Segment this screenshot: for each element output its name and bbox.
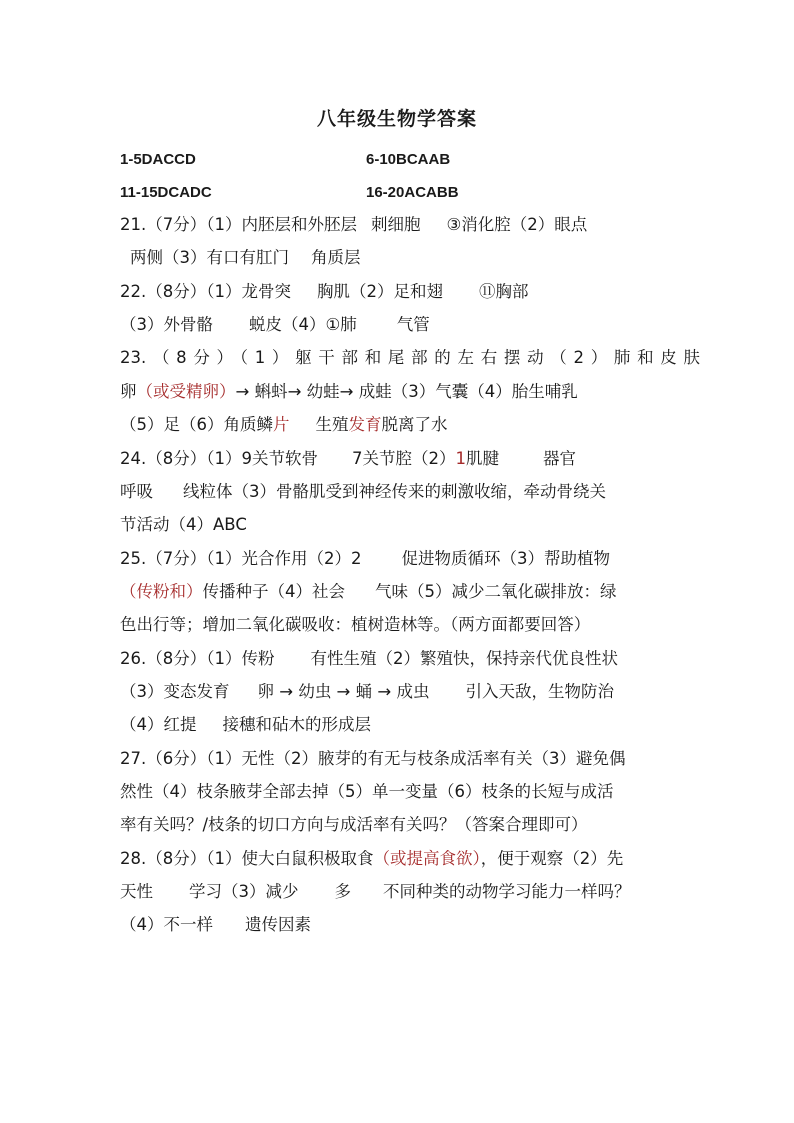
q26-line-1 <box>120 647 700 671</box>
q24-line-1 <box>120 447 700 471</box>
q23-correction: 发育 <box>348 415 382 434</box>
q27-text: 率有关吗？/枝条的切口方向与成活率有关吗？（答案合理即可） <box>120 815 588 834</box>
q24-text: 肌腱 <box>465 449 499 468</box>
q28-text: 学习（3）减少 <box>189 882 299 901</box>
q25-line-1 <box>120 547 700 571</box>
q25-text: 25.（7分）（1）光合作用（2）2 <box>120 549 362 568</box>
q28-line-3 <box>120 913 700 937</box>
q26-text: 26.（8分）（1）传粉 <box>120 649 275 668</box>
q23-correction: 片 <box>273 415 290 434</box>
q27-line-3 <box>120 813 700 837</box>
q28-line-1 <box>120 847 700 871</box>
q26-text: 接穗和砧木的形成层 <box>222 715 371 734</box>
q27-line-2 <box>120 780 700 804</box>
q26-text: （4）红提 <box>120 715 197 734</box>
q22-line-1 <box>120 280 700 304</box>
q25-text: 传播种子（4）社会 <box>202 582 345 601</box>
q21-text: 刺细胞 <box>371 215 421 234</box>
page-title: 八年级生物学答案 <box>316 108 477 130</box>
q23-correction: （或受精卵） <box>136 382 236 401</box>
mc-answers-16-20: 16-20ACABB <box>366 184 459 201</box>
q24-text: 线粒体（3）骨骼肌受到神经传来的刺激收缩，牵动骨绕关 <box>183 482 606 501</box>
q26-text: 有性生殖（2）繁殖快，保持亲代优良性状 <box>310 649 618 668</box>
q24-text: 节活动（4）ABC <box>120 515 247 534</box>
mc-answers-1-5: 1-5DACCD <box>120 151 196 168</box>
q24-correction: 1 <box>455 449 466 468</box>
q28-text: 天性 <box>120 882 153 901</box>
q23-line-2 <box>120 380 700 404</box>
q22-text: ⑪胸部 <box>479 282 529 301</box>
q26-line-2 <box>120 680 700 704</box>
mc-answers-11-15: 11-15DCADC <box>120 184 212 201</box>
q23-text: （5）足（6）角质鳞 <box>120 415 273 434</box>
q21-text: 21.（7分）（1）内胚层和外胚层 <box>120 215 357 234</box>
q21-line-2 <box>130 246 710 270</box>
q23-text: 脱离了水 <box>381 415 448 434</box>
mc-answers-6-10: 6-10BCAAB <box>366 151 451 168</box>
q25-line-3 <box>120 613 700 637</box>
q28-text: ，便于观察（2）先 <box>480 849 624 868</box>
q28-text: 28.（8分）（1）使大白鼠积极取食 <box>120 849 374 868</box>
q28-correction: （或提高食欲） <box>373 849 481 868</box>
q26-text: 卵 → 幼虫 → 蛹 → 成虫 <box>257 682 430 701</box>
q26-text: 引入天敌，生物防治 <box>465 682 614 701</box>
q23-text: 23.（8分）（1）躯干部和尾部的左右摆动（2）肺和皮肤 <box>120 348 700 367</box>
q25-text: 促进物质循环（3）帮助植物 <box>401 549 610 568</box>
q21-line-1 <box>120 213 700 237</box>
q22-text: 蜕皮（4）①肺 <box>249 315 357 334</box>
q23-line-3 <box>120 413 700 437</box>
q28-text: 不同种类的动物学习能力一样吗？ <box>383 882 631 901</box>
q28-line-2 <box>120 880 700 904</box>
q28-text: （4）不一样 <box>120 915 213 934</box>
q21-text: ③消化腔（2）眼点 <box>446 215 588 234</box>
q23-line-1 <box>120 346 700 370</box>
q23-text: → 蝌蚪→ 幼蛙→ 成蛙（3）气囊（4）胎生哺乳 <box>235 382 578 401</box>
q25-text: 气味（5）减少二氧化碳排放：绿 <box>375 582 617 601</box>
q23-text: 生殖 <box>315 415 349 434</box>
q24-text: 呼吸 <box>120 482 153 501</box>
q27-text: 然性（4）枝条腋芽全部去掉（5）单一变量（6）枝条的长短与成活 <box>120 782 614 801</box>
q26-text: （3）变态发育 <box>120 682 230 701</box>
q24-line-3 <box>120 513 700 537</box>
q24-text: 器官 <box>542 449 576 468</box>
q28-text: 多 <box>334 882 351 901</box>
q24-text: 24.（8分）（1）9关节软骨 <box>120 449 318 468</box>
q22-line-2 <box>120 313 700 337</box>
q28-text: 遗传因素 <box>245 915 311 934</box>
mc-row-2 <box>120 181 700 205</box>
q25-line-2 <box>120 580 700 604</box>
q27-text: 27.（6分）（1）无性（2）腋芽的有无与枝条成活率有关（3）避免偶 <box>120 749 626 768</box>
q22-text: 胸肌（2）足和翅 <box>317 282 443 301</box>
q25-text: 色出行等；增加二氧化碳吸收：植树造林等。（两方面都要回答） <box>120 615 591 634</box>
mc-row-1 <box>120 148 700 172</box>
q26-line-3 <box>120 713 700 737</box>
q25-correction: （传粉和） <box>120 582 203 601</box>
q23-text: 卵 <box>120 382 137 401</box>
q24-line-2 <box>120 480 700 504</box>
q21-text: 角质层 <box>311 248 361 267</box>
q22-text: （3）外骨骼 <box>120 315 213 334</box>
q21-text: 两侧（3）有口有肛门 <box>130 248 289 267</box>
q27-line-1 <box>120 747 700 771</box>
q22-text: 22.（8分）（1）龙骨突 <box>120 282 291 301</box>
q24-text: 7关节腔（2） <box>351 449 456 468</box>
q22-text: 气管 <box>396 315 430 334</box>
